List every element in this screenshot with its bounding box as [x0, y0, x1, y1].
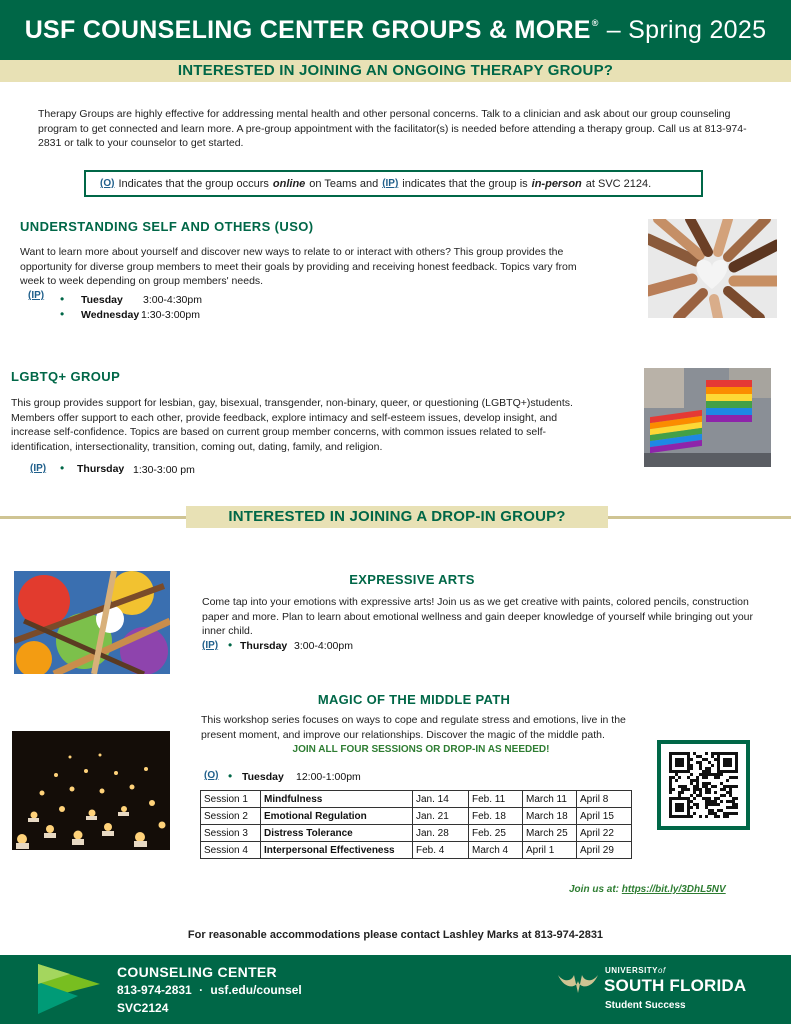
session-date: April 22 — [577, 825, 632, 842]
session-date: Feb. 18 — [469, 808, 523, 825]
page-title: USF COUNSELING CENTER GROUPS & MORE — [24, 15, 591, 44]
middle-description: This workshop series focuses on ways to cope and regulate stress and emotions, live in the present moment, and improve our relationships. Discover the magic of the middle path. — [201, 714, 626, 741]
middle-callout: JOIN ALL FOUR SESSIONS OR DROP-IN AS NEEDED! — [292, 744, 550, 755]
session-date: Feb. 25 — [469, 825, 523, 842]
legend-text-4: at SVC 2124. — [585, 177, 652, 190]
bullet-icon: • — [228, 769, 233, 783]
table-row — [201, 825, 632, 842]
lgbtq-format-tag: (IP) — [30, 463, 47, 474]
page-subtitle: – Spring 2025 — [606, 15, 767, 44]
usf-wordmark-top — [605, 966, 666, 975]
footer-contact — [117, 983, 302, 997]
arts-time: 3:00-4:00pm — [294, 640, 353, 652]
ongoing-banner — [0, 60, 791, 82]
uso-format-tag: (IP) — [28, 290, 45, 301]
table-row — [201, 842, 632, 859]
uso-day-1: Tuesday — [81, 294, 123, 306]
usf-unit: Student Success — [605, 1000, 686, 1011]
inperson-tag: (IP) — [382, 178, 399, 189]
session-date: Jan. 14 — [413, 791, 469, 808]
legend-text-2: on Teams and — [309, 177, 379, 190]
session-date: March 18 — [523, 808, 577, 825]
bullet-icon: • — [228, 638, 233, 652]
arts-title: EXPRESSIVE ARTS — [349, 572, 475, 587]
session-date: Jan. 28 — [413, 825, 469, 842]
usf-wordmark: SOUTH FLORIDA — [604, 976, 747, 995]
table-row — [201, 791, 632, 808]
bullet-icon: • — [60, 292, 65, 306]
ongoing-intro: Therapy Groups are highly effective for addressing mental health and other personal concerns. Talk to a clinician and ask about our group counseling program to get connected and learn more. A pre-group appointment with the facilitator(s) is needed before attending a therapy group. Call us at 813-974-2831 or talk to your counselor to get started. — [38, 108, 747, 149]
bullet-icon: • — [60, 461, 65, 475]
join-label: Join us at: — [569, 884, 620, 895]
middle-format-tag: (O) — [204, 770, 219, 781]
hands-heart-photo — [648, 219, 777, 318]
arts-description: Come tap into your emotions with expressive arts! Join us as we get creative with paints, colored pencils, construction paper and more. Plan to learn about emotional wellness and gain deeper knowledge of yourself while bringing out your inner child. — [202, 596, 754, 637]
bullet-icon: • — [60, 307, 65, 321]
footer-phone[interactable]: 813-974-2831 — [117, 983, 192, 997]
bull-horns-icon — [556, 967, 600, 997]
uso-title: UNDERSTANDING SELF AND OTHERS (USO) — [20, 219, 314, 234]
session-topic: Mindfulness — [261, 791, 413, 808]
session-label: Session 1 — [201, 791, 261, 808]
arts-day: Thursday — [240, 640, 288, 652]
dropin-banner — [186, 506, 608, 528]
session-date: Feb. 11 — [469, 791, 523, 808]
lgbtq-title: LGBTQ+ GROUP — [11, 369, 121, 384]
session-date: Jan. 21 — [413, 808, 469, 825]
middle-time: 12:00-1:00pm — [296, 771, 361, 783]
session-topic: Distress Tolerance — [261, 825, 413, 842]
session-date: April 15 — [577, 808, 632, 825]
uso-description: Want to learn more about yourself and discover new ways to relate to or interact with others? This group provides the opportunity for diverse group members to meet their goals by providing and receiving honest feedback. Topics vary from week to week depending on group members' needs. — [20, 246, 577, 287]
format-legend — [84, 170, 703, 197]
middle-session-table — [200, 790, 632, 859]
uso-day-2: Wednesday — [81, 309, 140, 321]
qr-code[interactable] — [657, 740, 750, 830]
footer-room: SVC2124 — [117, 1001, 169, 1015]
accommodations-note: For reasonable accommodations please contact Lashley Marks at 813-974-2831 — [187, 929, 604, 941]
page-header — [0, 0, 791, 60]
dropin-banner-text: INTERESTED IN JOINING A DROP-IN GROUP? — [228, 508, 566, 525]
footer-web[interactable]: usf.edu/counsel — [210, 983, 302, 997]
candles-photo — [12, 731, 170, 850]
online-tag: (O) — [100, 178, 115, 189]
legend-online-word: online — [272, 177, 306, 190]
pride-flags-photo — [644, 368, 771, 467]
lgbtq-description: This group provides support for lesbian, gay, bisexual, transgender, non-binary, queer, or questioning (LGBTQ+)students. Members offer support to each other, provide feedback, explore intimacy and self-esteem issues, develop insight, and increase self-confidence. Topics are based on current group member concerns, with common issues related to self-identification, intersectionality, transition, coming out, dating, family, and religion. — [11, 397, 573, 453]
lgbtq-day: Thursday — [77, 463, 125, 475]
session-date: Feb. 4 — [413, 842, 469, 859]
lgbtq-time: 1:30-3:00 pm — [133, 464, 195, 476]
session-label: Session 2 — [201, 808, 261, 825]
ongoing-banner-text: INTERESTED IN JOINING AN ONGOING THERAPY GROUP? — [177, 62, 614, 79]
uso-time-1: 3:00-4:30pm — [143, 294, 202, 306]
session-date: March 4 — [469, 842, 523, 859]
arts-format-tag: (IP) — [202, 640, 219, 651]
session-topic: Emotional Regulation — [261, 808, 413, 825]
session-date: April 8 — [577, 791, 632, 808]
footer — [0, 955, 791, 1024]
counseling-logo-icon — [38, 964, 100, 1014]
registered-mark: ® — [591, 18, 599, 28]
session-date: April 29 — [577, 842, 632, 859]
legend-text-1: Indicates that the group occurs — [118, 177, 269, 190]
middle-title: MAGIC OF THE MIDDLE PATH — [317, 692, 511, 707]
session-label: Session 4 — [201, 842, 261, 859]
session-date: April 1 — [523, 842, 577, 859]
join-link[interactable]: https://bit.ly/3DhL5NV — [621, 884, 726, 895]
join-line — [569, 884, 726, 895]
session-date: March 11 — [523, 791, 577, 808]
footer-dot: · — [199, 983, 204, 997]
table-row — [201, 808, 632, 825]
footer-center-name: COUNSELING CENTER — [117, 964, 277, 980]
session-date: March 25 — [523, 825, 577, 842]
session-topic: Interpersonal Effectiveness — [261, 842, 413, 859]
session-label: Session 3 — [201, 825, 261, 842]
legend-text-3: indicates that the group is — [402, 177, 528, 190]
middle-day: Tuesday — [242, 771, 284, 783]
uso-time-2: 1:30-3:00pm — [141, 309, 200, 321]
usf-university: UNIVERSITY — [605, 966, 659, 975]
qr-code-icon — [669, 752, 738, 818]
legend-inperson-word: in-person — [531, 177, 582, 190]
paint-brushes-photo — [14, 571, 170, 674]
usf-of: of — [658, 966, 666, 975]
